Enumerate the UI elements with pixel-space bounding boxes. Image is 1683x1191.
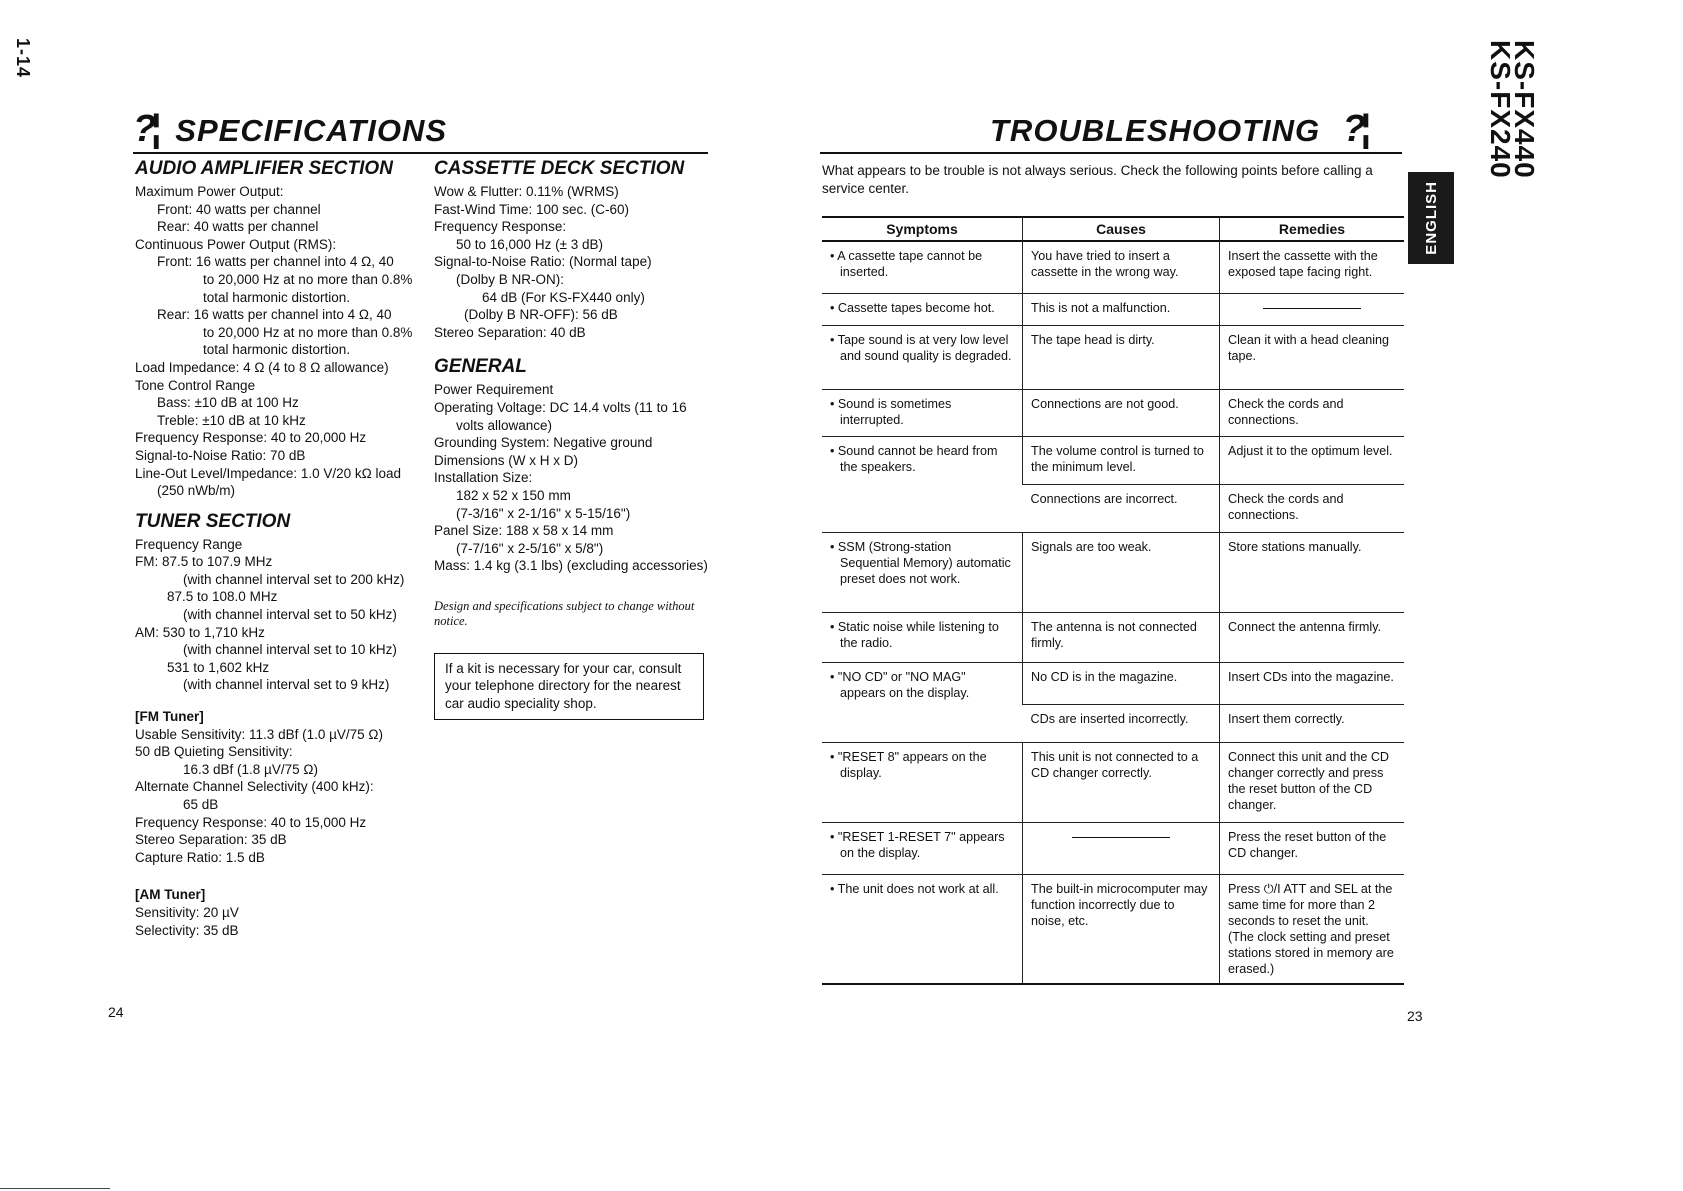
am-tuner-heading: [AM Tuner] [135, 887, 206, 903]
symptom-text: • The unit does not work at all. [830, 881, 999, 896]
language-tab-label: ENGLISH [1422, 181, 1440, 255]
troubleshooting-rule [820, 152, 1402, 154]
spec-line: FM: 87.5 to 107.9 MHz [135, 554, 273, 570]
cause-cell: The tape head is dirty. [1023, 325, 1220, 389]
remedy-cell: Press the reset button of the CD changer. [1220, 822, 1405, 874]
spec-line: Signal-to-Noise Ratio: 70 dB [135, 447, 306, 463]
cause-cell: The antenna is not connected firmly. [1023, 612, 1220, 662]
spec-line: 16.3 dBf (1.8 µV/75 Ω) [183, 761, 318, 777]
kit-notice-box: If a kit is necessary for your car, consult your telephone directory for the nearest car audio speciality shop. [434, 653, 704, 720]
table-row [822, 822, 1404, 874]
symptom-text: • "NO CD" or "NO MAG" appears on the display. [830, 669, 970, 700]
symptom-cell [822, 293, 1023, 325]
symptom-cell [822, 822, 1023, 874]
causes-header: Causes [1023, 217, 1220, 241]
spec-line: Wow & Flutter: 0.11% (WRMS) [434, 184, 619, 199]
remedy-cell: Check the cords and connections. [1220, 389, 1405, 436]
spec-line: Stereo Separation: 35 dB [135, 832, 287, 848]
table-row [822, 532, 1404, 612]
table-row [822, 293, 1404, 325]
spec-line: Mass: 1.4 kg (3.1 lbs) (excluding accessories) [434, 558, 708, 574]
spec-line: (Dolby B NR-OFF): 56 dB [464, 307, 618, 323]
remedy-cell: Store stations manually. [1220, 532, 1405, 612]
table-row [822, 612, 1404, 662]
spec-line: Sensitivity: 20 µV [135, 904, 239, 920]
symptom-cell [822, 612, 1023, 662]
page-reference: 1-14 [13, 38, 33, 79]
cause-cell: No CD is in the magazine. [1023, 662, 1220, 704]
spec-line: total harmonic distortion. [203, 342, 351, 358]
cause-cell: Connections are not good. [1023, 389, 1220, 436]
specs-column-left [135, 157, 435, 939]
no-remedy-dash [1263, 308, 1361, 309]
spec-line: Installation Size: [434, 470, 533, 486]
spec-line: 182 x 52 x 150 mm [456, 487, 571, 503]
cause-cell [1023, 822, 1220, 874]
spec-line: 87.5 to 108.0 MHz [167, 589, 278, 605]
spec-line: to 20,000 Hz at no more than 0.8% [203, 271, 413, 287]
remedy-cell [1220, 293, 1405, 325]
table-row [822, 436, 1404, 484]
remedy-cell: Adjust it to the optimum level. [1220, 436, 1405, 484]
cause-cell: CDs are inserted incorrectly. [1023, 704, 1220, 742]
spec-line: Continuous Power Output (RMS): [135, 236, 337, 252]
spec-line: Usable Sensitivity: 11.3 dBf (1.0 µV/75 Ω) [135, 726, 383, 742]
spec-line: (with channel interval set to 50 kHz) [183, 607, 397, 623]
remedy-cell: Check the cords and connections. [1220, 484, 1405, 532]
symptom-text: • Sound is sometimes interrupted. [830, 396, 952, 427]
cause-cell: You have tried to insert a cassette in the wrong way. [1023, 241, 1220, 293]
spec-line: (7-3/16" x 2-1/16" x 5-15/16") [456, 505, 631, 521]
spec-line: (with channel interval set to 10 kHz) [183, 642, 397, 658]
troubleshooting-table [822, 216, 1404, 985]
spec-line: Grounding System: Negative ground [434, 435, 653, 451]
specifications-title: SPECIFICATIONS [175, 113, 448, 148]
spec-line: Rear: 40 watts per channel [157, 219, 319, 235]
spec-line: Front: 16 watts per channel into 4 Ω, 40 [157, 254, 394, 270]
cause-cell: The built-in microcomputer may function incorrectly due to noise, etc. [1023, 874, 1220, 984]
table-row [822, 241, 1404, 293]
spec-line: Maximum Power Output: [135, 184, 284, 199]
spec-line: total harmonic distortion. [203, 289, 351, 305]
table-row [822, 874, 1404, 984]
spec-line: (250 nWb/m) [157, 483, 236, 499]
table-row [822, 742, 1404, 822]
symptom-text: • A cassette tape cannot be inserted. [830, 249, 983, 279]
table-header-row [822, 217, 1404, 241]
specifications-rule [133, 152, 708, 154]
remedy-cell: Connect the antenna firmly. [1220, 612, 1405, 662]
symptom-text: • Tape sound is at very low level and sound quality is degraded. [830, 332, 1012, 363]
symptom-cell [822, 325, 1023, 389]
spec-line: Alternate Channel Selectivity (400 kHz): [135, 779, 374, 795]
remedy-cell: Connect this unit and the CD changer correctly and press the reset button of the CD changer. [1220, 742, 1405, 822]
cause-cell: This is not a malfunction. [1023, 293, 1220, 325]
page-number-left: 24 [108, 1004, 124, 1020]
symptom-cell [822, 241, 1023, 293]
symptoms-header: Symptoms [822, 217, 1023, 241]
cause-cell: This unit is not connected to a CD changer correctly. [1023, 742, 1220, 822]
spec-line: Bass: ±10 dB at 100 Hz [157, 395, 299, 411]
symptom-text: • Static noise while listening to the radio. [830, 619, 999, 650]
cause-cell: Connections are incorrect. [1023, 484, 1220, 532]
spec-line: Frequency Response: [434, 219, 567, 235]
general-section-heading: GENERAL [434, 356, 527, 378]
troubleshooting-title: TROUBLESHOOTING [990, 113, 1321, 148]
remedy-cell: Press ⏻/I ATT and SEL at the same time for more than 2 seconds to reset the unit. (The clock setting and preset stations stored in memory are erased.) [1220, 874, 1405, 984]
spec-line: Rear: 16 watts per channel into 4 Ω, 40 [157, 307, 392, 323]
spec-line: AM: 530 to 1,710 kHz [135, 624, 265, 640]
spec-line: (with channel interval set to 200 kHz) [183, 571, 405, 587]
spec-line: Frequency Response: 40 to 15,000 Hz [135, 814, 367, 830]
table-row [822, 389, 1404, 436]
question-mark-icon: ?¦ [1342, 108, 1365, 150]
symptom-text: • Sound cannot be heard from the speakers. [830, 443, 998, 474]
symptom-cell [822, 742, 1023, 822]
table-row [822, 662, 1404, 704]
remedy-cell: Clean it with a head cleaning tape. [1220, 325, 1405, 389]
symptom-text: • "RESET 1-RESET 7" appears on the display. [830, 829, 1005, 860]
spec-line: Operating Voltage: DC 14.4 volts (11 to 16 [434, 399, 687, 415]
spec-line: Selectivity: 35 dB [135, 922, 239, 938]
specs-column-right [434, 157, 716, 720]
spec-line: Capture Ratio: 1.5 dB [135, 849, 265, 865]
symptom-text: • "RESET 8" appears on the display. [830, 749, 987, 780]
spec-line: 531 to 1,602 kHz [167, 659, 270, 675]
symptom-text: • Cassette tapes become hot. [830, 300, 995, 315]
tuner-section-heading: TUNER SECTION [135, 510, 291, 532]
language-tab [1408, 172, 1454, 264]
cause-cell: Signals are too weak. [1023, 532, 1220, 612]
spec-line: Front: 40 watts per channel [157, 201, 321, 217]
remedy-cell: Insert the cassette with the exposed tape facing right. [1220, 241, 1405, 293]
remedy-cell: Insert them correctly. [1220, 704, 1405, 742]
spec-line: Frequency Response: 40 to 20,000 Hz [135, 430, 367, 446]
spec-line: 65 dB [183, 797, 219, 812]
spec-line: Dimensions (W x H x D) [434, 452, 579, 468]
symptom-cell [822, 874, 1023, 984]
symptom-cell [822, 436, 1023, 532]
table-row [822, 325, 1404, 389]
spec-line: 64 dB (For KS-FX440 only) [482, 289, 645, 305]
troubleshooting-header [990, 108, 1364, 151]
fm-tuner-heading: [FM Tuner] [135, 709, 204, 725]
audio-section-heading: AUDIO AMPLIFIER SECTION [135, 158, 393, 179]
symptom-cell [822, 662, 1023, 742]
symptom-cell [822, 389, 1023, 436]
spec-line: (with channel interval set to 9 kHz) [183, 677, 390, 693]
spec-line: Line-Out Level/Impedance: 1.0 V/20 kΩ load [135, 465, 402, 481]
page-number-right: 23 [1407, 1008, 1423, 1024]
spec-line: 50 to 16,000 Hz (± 3 dB) [456, 236, 603, 252]
spec-line: (7-7/16" x 2-5/16" x 5/8") [456, 540, 604, 556]
spec-line: volts allowance) [456, 417, 553, 433]
remedy-cell: Insert CDs into the magazine. [1220, 662, 1405, 704]
symptom-cell [822, 532, 1023, 612]
spec-line: Treble: ±10 dB at 10 kHz [157, 412, 306, 428]
spec-line: Panel Size: 188 x 58 x 14 mm [434, 523, 614, 539]
model-name: KS-FX440 KS-FX240 [1485, 40, 1540, 179]
spec-line: to 20,000 Hz at no more than 0.8% [203, 324, 413, 340]
spec-line: Frequency Range [135, 536, 243, 552]
spec-line: (Dolby B NR-ON): [456, 271, 565, 287]
spec-line: Fast-Wind Time: 100 sec. (C-60) [434, 201, 630, 217]
scan-edge-line [0, 1188, 110, 1189]
spec-line: Stereo Separation: 40 dB [434, 324, 586, 340]
troubleshooting-intro: What appears to be trouble is not always serious. Check the following points before calling a service center. [822, 163, 1373, 196]
question-mark-icon: ?¦ [133, 108, 155, 150]
spec-line: Signal-to-Noise Ratio: (Normal tape) [434, 254, 652, 270]
symptom-text: • SSM (Strong-station Sequential Memory) automatic preset does not work. [830, 539, 1011, 586]
spec-line: Power Requirement [434, 382, 554, 398]
specifications-header [133, 108, 447, 151]
no-cause-dash [1072, 837, 1170, 838]
cause-cell: The volume control is turned to the minimum level. [1023, 436, 1220, 484]
remedies-header: Remedies [1220, 217, 1405, 241]
spec-line: Load Impedance: 4 Ω (4 to 8 Ω allowance) [135, 359, 389, 375]
cassette-section-heading: CASSETTE DECK SECTION [434, 158, 685, 179]
design-change-note: Design and specifications subject to change without notice. [434, 598, 695, 628]
spec-line: 50 dB Quieting Sensitivity: [135, 744, 293, 760]
spec-line: Tone Control Range [135, 377, 256, 393]
